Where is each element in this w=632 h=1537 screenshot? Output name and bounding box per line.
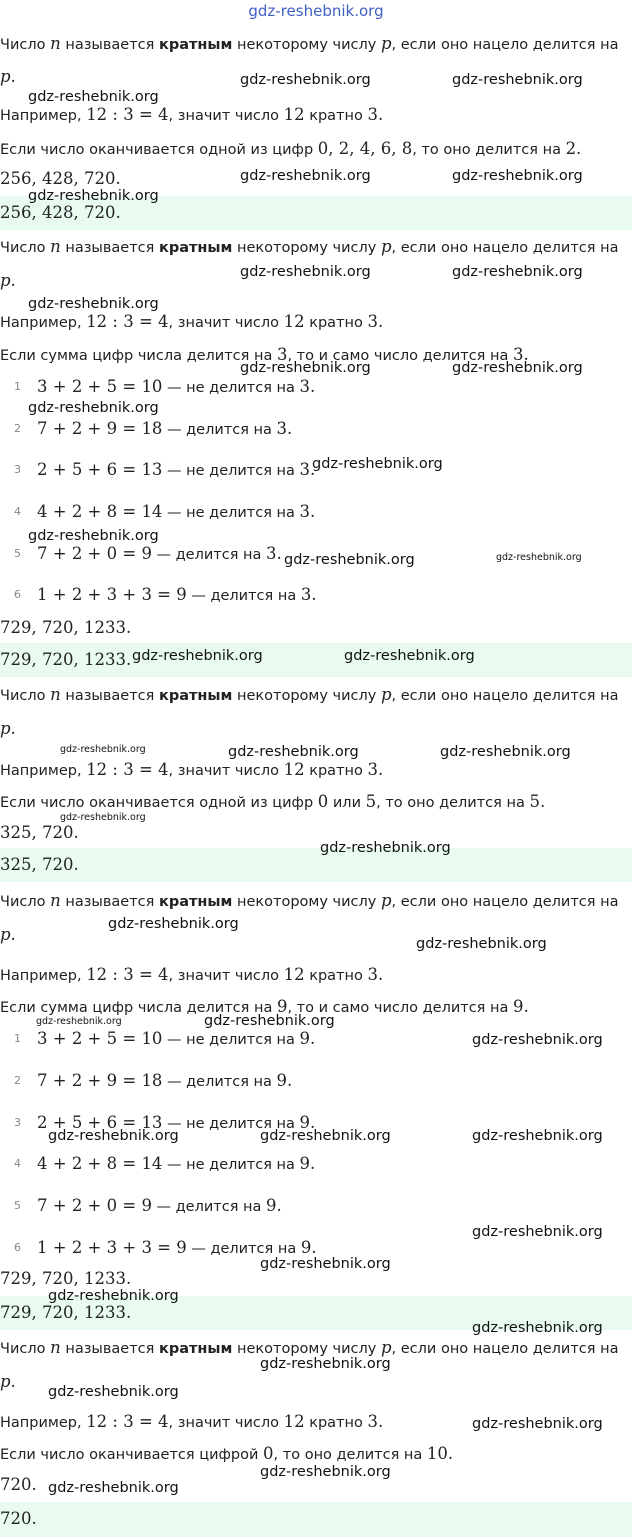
watermark-text: gdz-reshebnik.org bbox=[240, 168, 371, 184]
number-list: 256, 428, 720. bbox=[0, 169, 121, 188]
watermark-text: gdz-reshebnik.org bbox=[228, 744, 359, 760]
watermark-text: gdz-reshebnik.org bbox=[260, 1356, 391, 1372]
watermark-text: gdz-reshebnik.org bbox=[240, 264, 371, 280]
watermark-text: gdz-reshebnik.org bbox=[320, 840, 451, 856]
example-line: Например, 12 : 3 = 4, значит число 12 кратно 3. bbox=[0, 965, 384, 984]
example-line: Например, 12 : 3 = 4, значит число 12 кратно 3. bbox=[0, 105, 384, 124]
watermark-text: gdz-reshebnik.org bbox=[48, 1288, 179, 1304]
list-item: 6 1 + 2 + 3 + 3 = 9 — делится на 3. bbox=[14, 585, 317, 604]
watermark-text: gdz-reshebnik.org bbox=[132, 648, 263, 664]
definition-line: Число n называется кратным некоторому числу p, если оно нацело делится на bbox=[0, 237, 619, 256]
list-item: 1 3 + 2 + 5 = 10 — не делится на 9. bbox=[14, 1029, 316, 1048]
list-item: 1 3 + 2 + 5 = 10 — не делится на 3. bbox=[14, 377, 316, 396]
watermark-text: gdz-reshebnik.org bbox=[260, 1464, 391, 1480]
list-item: 2 7 + 2 + 9 = 18 — делится на 9. bbox=[14, 1071, 293, 1090]
watermark-text: gdz-reshebnik.org bbox=[28, 400, 159, 416]
answer-band: 256, 428, 720. bbox=[0, 196, 632, 230]
example-line: Например, 12 : 3 = 4, значит число 12 кратно 3. bbox=[0, 760, 384, 779]
watermark-text: gdz-reshebnik.org bbox=[452, 72, 583, 88]
watermark-text: gdz-reshebnik.org bbox=[48, 1480, 179, 1496]
watermark-text: gdz-reshebnik.org bbox=[260, 1128, 391, 1144]
list-item: 4 4 + 2 + 8 = 14 — не делится на 3. bbox=[14, 502, 316, 521]
rule-line: Если число оканчивается одной из цифр 0, 2, 4, 6, 8, то оно делится на 2. bbox=[0, 139, 582, 158]
watermark-text: gdz-reshebnik.org bbox=[472, 1032, 603, 1048]
watermark-text: gdz-reshebnik.org bbox=[452, 360, 583, 376]
watermark-text: gdz-reshebnik.org bbox=[28, 188, 159, 204]
definition-line-end: p. bbox=[0, 67, 16, 86]
number-list: 720. bbox=[0, 1475, 37, 1494]
watermark-text: gdz-reshebnik.org bbox=[440, 744, 571, 760]
list-item: 2 7 + 2 + 9 = 18 — делится на 3. bbox=[14, 419, 293, 438]
watermark-text: gdz-reshebnik.org bbox=[416, 936, 547, 952]
number-list: 325, 720. bbox=[0, 823, 79, 842]
watermark-text: gdz-reshebnik.org bbox=[452, 264, 583, 280]
watermark-text: gdz-reshebnik.org bbox=[284, 552, 415, 568]
rule-line: Если сумма цифр числа делится на 3, то и само число делится на 3. bbox=[0, 345, 529, 364]
watermark-text: gdz-reshebnik.org bbox=[240, 360, 371, 376]
answer-band: 720. bbox=[0, 1502, 632, 1537]
watermark-text: gdz-reshebnik.org bbox=[36, 1016, 122, 1027]
watermark-text: gdz-reshebnik.org bbox=[312, 456, 443, 472]
list-item: 4 4 + 2 + 8 = 14 — не делится на 9. bbox=[14, 1154, 316, 1173]
watermark-text: gdz-reshebnik.org bbox=[260, 1256, 391, 1272]
definition-line: Число n называется кратным некоторому числу p, если оно нацело делится на bbox=[0, 685, 619, 704]
site-header-link[interactable]: gdz-reshebnik.org bbox=[248, 2, 384, 20]
answer-band: 729, 720, 1233. bbox=[0, 1296, 632, 1330]
definition-line: Число n называется кратным некоторому числу p, если оно нацело делится на bbox=[0, 34, 619, 53]
example-line: Например, 12 : 3 = 4, значит число 12 кратно 3. bbox=[0, 1412, 384, 1431]
watermark-text: gdz-reshebnik.org bbox=[48, 1128, 179, 1144]
watermark-text: gdz-reshebnik.org bbox=[108, 916, 239, 932]
watermark-text: gdz-reshebnik.org bbox=[452, 168, 583, 184]
rule-line: Если сумма цифр числа делится на 9, то и само число делится на 9. bbox=[0, 997, 529, 1016]
list-item: 5 7 + 2 + 0 = 9 — делится на 9. bbox=[14, 1196, 282, 1215]
answer-band: 325, 720. bbox=[0, 848, 632, 882]
watermark-text: gdz-reshebnik.org bbox=[28, 296, 159, 312]
rule-line: Если число оканчивается одной из цифр 0 или 5, то оно делится на 5. bbox=[0, 792, 546, 811]
watermark-text: gdz-reshebnik.org bbox=[60, 744, 146, 755]
watermark-text: gdz-reshebnik.org bbox=[240, 72, 371, 88]
list-item: 3 2 + 5 + 6 = 13 — не делится на 3. bbox=[14, 460, 316, 479]
watermark-text: gdz-reshebnik.org bbox=[204, 1013, 335, 1029]
answer-band: 729, 720, 1233. bbox=[0, 643, 632, 677]
rule-line: Если число оканчивается цифрой 0, то оно делится на 10. bbox=[0, 1444, 454, 1463]
watermark-text: gdz-reshebnik.org bbox=[472, 1128, 603, 1144]
definition-line-end: p. bbox=[0, 925, 16, 944]
definition-line-end: p. bbox=[0, 1372, 16, 1391]
list-item: 6 1 + 2 + 3 + 3 = 9 — делится на 9. bbox=[14, 1238, 317, 1257]
watermark-text: gdz-reshebnik.org bbox=[344, 648, 475, 664]
watermark-text: gdz-reshebnik.org bbox=[48, 1384, 179, 1400]
definition-line-end: p. bbox=[0, 271, 16, 290]
watermark-text: gdz-reshebnik.org bbox=[472, 1224, 603, 1240]
definition-line: Число n называется кратным некоторому числу p, если оно нацело делится на bbox=[0, 891, 619, 910]
list-item: 5 7 + 2 + 0 = 9 — делится на 3. bbox=[14, 544, 282, 563]
number-list: 729, 720, 1233. bbox=[0, 618, 132, 637]
example-line: Например, 12 : 3 = 4, значит число 12 кратно 3. bbox=[0, 312, 384, 331]
definition-line-end: p. bbox=[0, 719, 16, 738]
definition-line: Число n называется кратным некоторому числу p, если оно нацело делится на bbox=[0, 1338, 619, 1357]
list-item: 3 2 + 5 + 6 = 13 — не делится на 9. bbox=[14, 1113, 316, 1132]
watermark-text: gdz-reshebnik.org bbox=[496, 552, 582, 563]
watermark-text: gdz-reshebnik.org bbox=[28, 528, 159, 544]
watermark-text: gdz-reshebnik.org bbox=[472, 1416, 603, 1432]
watermark-text: gdz-reshebnik.org bbox=[472, 1320, 603, 1336]
watermark-text: gdz-reshebnik.org bbox=[60, 812, 146, 823]
number-list: 729, 720, 1233. bbox=[0, 1269, 132, 1288]
watermark-text: gdz-reshebnik.org bbox=[28, 89, 159, 105]
